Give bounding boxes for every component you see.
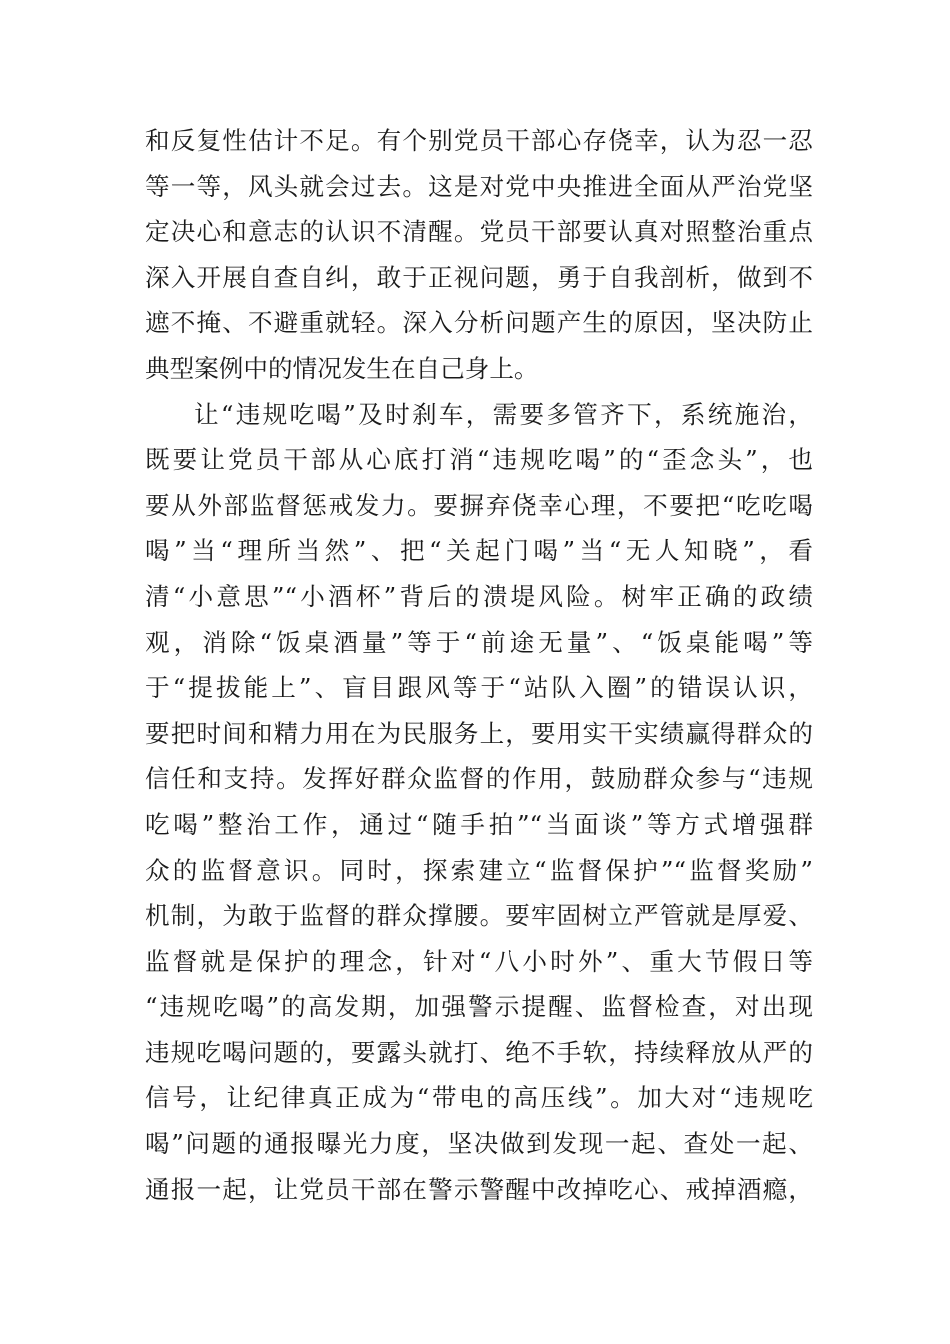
text-line: 遮不掩、不避重就轻。深入分析问题产生的原因，坚决防止 bbox=[145, 308, 813, 338]
text-line: 和反复性估计不足。有个别党员干部心存侥幸，认为忍一忍 bbox=[145, 126, 813, 155]
text-line: 典型案例中的情况发生在自己身上。 bbox=[145, 353, 539, 383]
paragraph-1 bbox=[145, 118, 813, 392]
text-line: 众的监督意识。同时，探索建立“监督保护”“监督奖励” bbox=[145, 855, 813, 885]
text-line: 信号，让纪律真正成为“带电的高压线”。加大对“违规吃 bbox=[145, 1083, 813, 1113]
text-line: 违规吃喝问题的，要露头就打、绝不手软，持续释放从严的 bbox=[145, 1037, 813, 1067]
text-line: 机制，为敢于监督的群众撑腰。要牢固树立严管就是厚爱、 bbox=[145, 901, 813, 931]
text-line: 既要让党员干部从心底打消“违规吃喝”的“歪念头”，也 bbox=[145, 445, 813, 475]
text-line: 等一等，风头就会过去。这是对党中央推进全面从严治党坚 bbox=[145, 171, 813, 201]
text-line: “违规吃喝”的高发期，加强警示提醒、监督检查，对出现 bbox=[145, 992, 813, 1022]
text-line: 喝”问题的通报曝光力度，坚决做到发现一起、查处一起、 bbox=[145, 1129, 813, 1159]
text-line: 监督就是保护的理念，针对“八小时外”、重大节假日等 bbox=[145, 946, 813, 976]
text-line: 观，消除“饭桌酒量”等于“前途无量”、“饭桌能喝”等 bbox=[145, 627, 813, 657]
text-line: 于“提拔能上”、盲目跟风等于“站队入圈”的错误认识， bbox=[145, 673, 813, 703]
text-line: 要从外部监督惩戒发力。要摒弃侥幸心理，不要把“吃吃喝 bbox=[145, 490, 813, 520]
text-line: 要把时间和精力用在为民服务上，要用实干实绩赢得群众的 bbox=[145, 718, 813, 748]
text-line: 让“违规吃喝”及时刹车，需要多管齐下，系统施治， bbox=[194, 399, 813, 429]
paragraph-2 bbox=[145, 392, 813, 1213]
text-line: 清“小意思”“小酒杯”背后的溃堤风险。树牢正确的政绩 bbox=[145, 581, 813, 611]
text-line: 定决心和意志的认识不清醒。党员干部要认真对照整治重点 bbox=[145, 217, 813, 247]
text-line: 喝”当“理所当然”、把“关起门喝”当“无人知晓”，看 bbox=[145, 536, 813, 566]
body-text bbox=[145, 118, 813, 1212]
text-line: 深入开展自查自纠，敢于正视问题，勇于自我剖析，做到不 bbox=[145, 262, 813, 292]
text-line: 吃喝”整治工作，通过“随手拍”“当面谈”等方式增强群 bbox=[145, 809, 813, 839]
text-line: 通报一起，让党员干部在警示警醒中改掉吃心、戒掉酒瘾， bbox=[145, 1174, 813, 1204]
text-line: 信任和支持。发挥好群众监督的作用，鼓励群众参与“违规 bbox=[145, 764, 813, 794]
